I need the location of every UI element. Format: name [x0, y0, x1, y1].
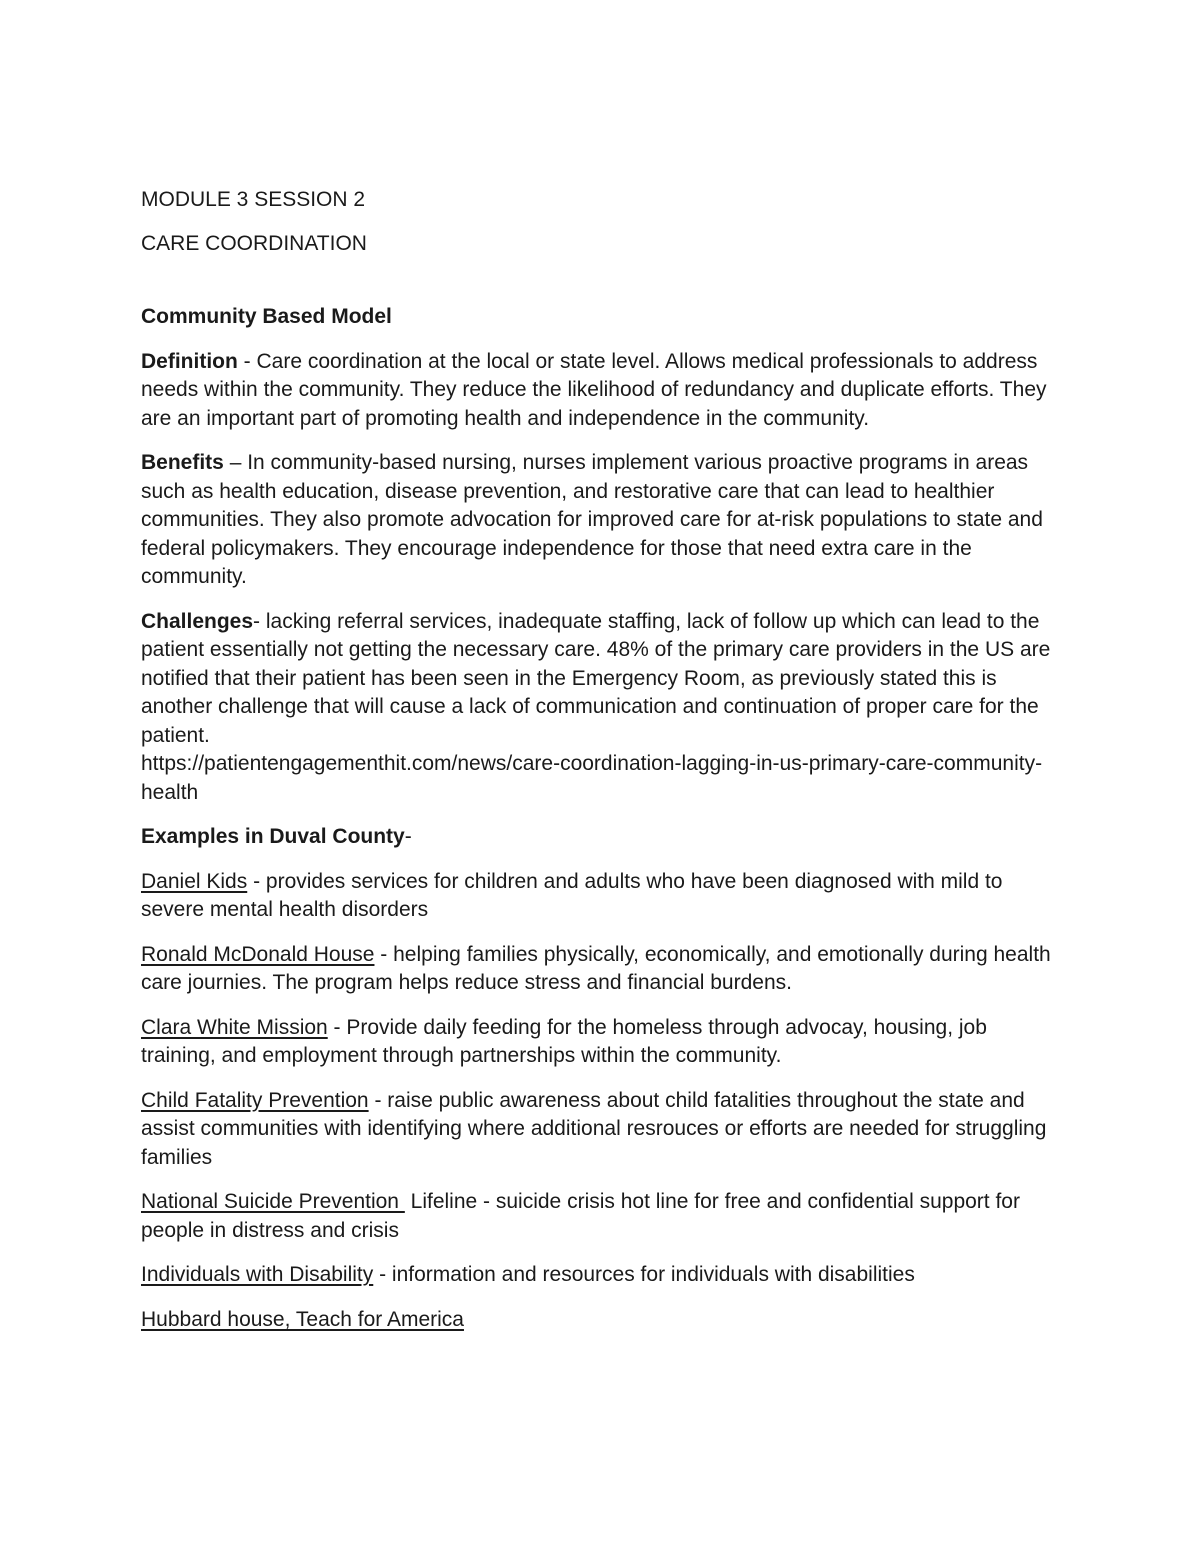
- topic-heading: CARE COORDINATION: [141, 231, 367, 255]
- example-item: [141, 1306, 1061, 1335]
- example-item: [141, 1261, 1061, 1290]
- benefits-label: Benefits: [141, 451, 224, 474]
- example-link-ronald-mcdonald-house[interactable]: Ronald McDonald House: [141, 942, 375, 966]
- challenges-paragraph: [141, 608, 1061, 808]
- challenges-label: Challenges: [141, 609, 254, 633]
- example-description: - raise public awareness about child fatalities throughout the state and assist communities with identifying where additional resrouces or efforts are needed for struggling families: [141, 1088, 1047, 1169]
- example-link-national-suicide-prevention[interactable]: National Suicide Prevention: [141, 1190, 405, 1213]
- example-description: Lifeline - suicide crisis hot line for free and confidential support for people in distress and crisis: [141, 1190, 1020, 1242]
- definition-label: Definition: [141, 349, 238, 373]
- source-url[interactable]: https://patientengagementhit.com/news/care-coordination-lagging-in-us-primary-care-community-health: [141, 752, 1043, 804]
- example-item: [141, 1014, 1061, 1071]
- example-item: [141, 941, 1061, 998]
- example-description: - information and resources for individuals with disabilities: [373, 1263, 915, 1286]
- example-link-child-fatality-prevention[interactable]: Child Fatality Prevention: [141, 1088, 369, 1112]
- document-page: [141, 186, 1061, 1350]
- examples-heading: [141, 823, 1061, 852]
- example-item: [141, 1087, 1061, 1173]
- example-description: - helping families physically, economically, and emotionally during health care journies. The program helps reduce stress and financial burdens.: [141, 942, 1051, 994]
- example-link-clara-white-mission[interactable]: Clara White Mission: [141, 1015, 328, 1039]
- example-description: - provides services for children and adults who have been diagnosed with mild to severe mental health disorders: [141, 869, 1003, 921]
- definition-paragraph: [141, 348, 1061, 434]
- section-title: Community Based Model: [141, 305, 392, 328]
- definition-text: - Care coordination at the local or state level. Allows medical professionals to address needs within the community. They reduce the likelihood of redundancy and duplicate efforts. They are an important part of promoting health and independence in the community.: [141, 349, 1047, 430]
- example-link-individuals-with-disability[interactable]: Individuals with Disability: [141, 1263, 374, 1286]
- example-item: [141, 1188, 1061, 1245]
- example-description: - Provide daily feeding for the homeless through advocay, housing, job training, and employment through partnerships within the community.: [141, 1015, 987, 1067]
- module-heading: MODULE 3 SESSION 2: [141, 188, 366, 211]
- example-link-daniel-kids[interactable]: Daniel Kids: [141, 869, 248, 893]
- benefits-text: – In community-based nursing, nurses implement various proactive programs in areas such as health education, disease prevention, and restorative care that can lead to healthier communities. They also promote advocation for improved care for at-risk populations to state and federal policymakers. They encourage independence for those that need extra care in the community.: [141, 451, 1043, 588]
- examples-label: Examples in Duval County: [141, 825, 405, 848]
- examples-suffix: -: [404, 825, 412, 848]
- benefits-paragraph: [141, 449, 1061, 592]
- example-item: [141, 868, 1061, 925]
- challenges-text: - lacking referral services, inadequate staffing, lack of follow up which can lead to the patient essentially not getting the necessary care. 48% of the primary care providers in the US are notified that their patient has been seen in the Emergency Room, as previously stated this is another challenge that will cause a lack of communication and continuation of proper care for the patient.: [141, 609, 1051, 747]
- example-link-hubbard-house-teach-for-america[interactable]: Hubbard house, Teach for America: [141, 1307, 464, 1331]
